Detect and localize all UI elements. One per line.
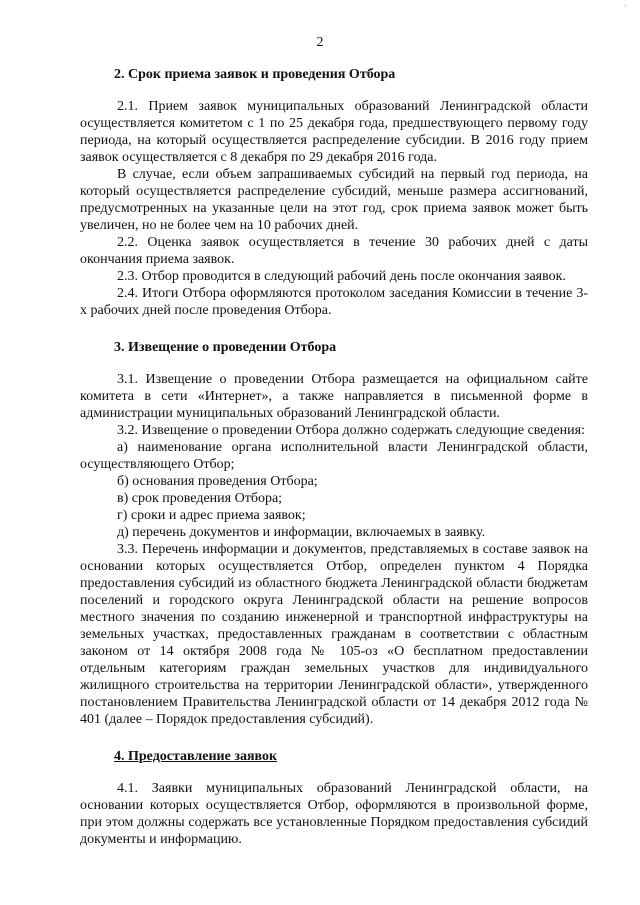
list-item-e: д) перечень документов и информации, включаемых в заявку. [117,525,486,540]
paragraph-3-2: 3.2. Извещение о проведении Отбора должно содержать следующие сведения: [117,423,585,438]
paragraph-2-2: 2.2. Оценка заявок осуществляется в течение 30 рабочих дней с даты окончания приема заявок. [80,235,588,267]
corner-mark: · [624,2,627,11]
paragraph-2-1: 2.1. Прием заявок муниципальных образований Ленинградской области осуществляется комитетом с 1 по 25 декабря года, предшествующего первому году периода, на который осуществляется распределение субсидии. В 2016 году прием заявок осуществляется с 8 декабря по 29 декабря 2016 года. [80,99,588,165]
paragraph-2-4: 2.4. Итоги Отбора оформляются протоколом заседания Комиссии в течение 3-х рабочих дней после проведения Отбора. [80,286,588,318]
paragraph-3-1: 3.1. Извещение о проведении Отбора размещается на официальном сайте комитета в сети «Интернет», а также направляется в письменной форме в администрации муниципальных образований Ленинградской области. [80,372,588,421]
paragraph-2-3: 2.3. Отбор проводится в следующий рабочий день после окончания заявок. [117,269,566,284]
list-item-d: г) сроки и адрес приема заявок; [117,508,306,523]
section-4-heading: 4. Предоставление заявок [114,749,278,764]
paragraph-2-1-cont: В случае, если объем запрашиваемых субсидий на первый год периода, на который осуществляется распределение субсидий, меньше размера ассигнований, предусмотренных на указанные цели на этот год, срок приема заявок может быть увеличен, но не более чем на 10 рабочих дней. [80,167,588,233]
list-item-b: б) основания проведения Отбора; [117,474,318,489]
spacer [80,319,588,339]
list-item-c: в) срок проведения Отбора; [117,491,283,506]
section-2-heading: 2. Срок приема заявок и проведения Отбора [114,67,396,82]
section-3-heading: 3. Извещение о проведении Отбора [114,340,337,355]
document-body [80,66,588,848]
spacer [80,728,588,748]
paragraph-3-3: 3.3. Перечень информации и документов, представляемых в составе заявок на основании которых осуществляется Отбор, определен пунктом 4 Порядка предоставления субсидий из областного бюджета Ленинградской области бюджетам поселений и городского округа Ленинградской области на решение вопросов местного значения по созданию инженерной и транспортной инфраструктуры на земельных участках, предоставленных гражданам в соответствии с областным законом от 14 октября 2008 года № 105-оз «О бесплатном предоставлении отдельным категориям граждан земельных участков для индивидуального жилищного строительства на территории Ленинградской области», утвержденного постановлением Правительства Ленинградской области от 14 декабря 2012 года № 401 (далее – Порядок предоставления субсидий). [80,542,588,727]
paragraph-4-1: 4.1. Заявки муниципальных образований Ленинградской области, на основании которых осуществляется Отбор, оформляются в произвольной форме, при этом должны содержать все установленные Порядком предоставления субсидий документы и информацию. [80,781,588,847]
page-number: 2 [316,35,324,50]
list-item-a: а) наименование органа исполнительной власти Ленинградской области, осуществляющего Отбор; [80,440,588,472]
